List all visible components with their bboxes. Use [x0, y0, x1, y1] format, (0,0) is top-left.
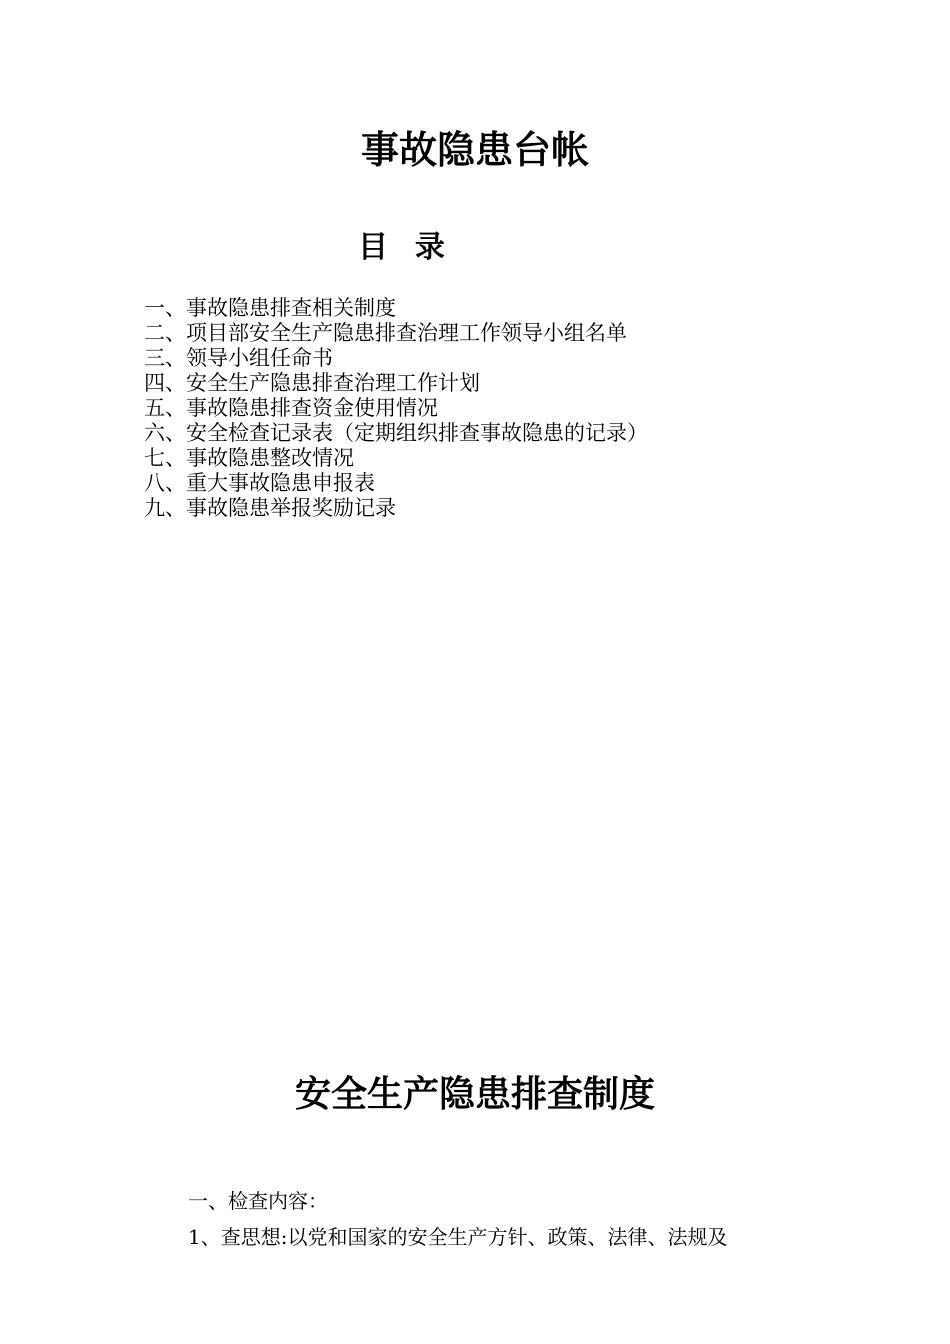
toc-item-7: 七、事故隐患整改情况 — [144, 446, 354, 470]
toc-item-5: 五、事故隐患排查资金使用情况 — [144, 396, 438, 420]
table-of-contents — [144, 296, 648, 521]
toc-heading: 目 录 — [358, 230, 447, 265]
paragraph-check-thinking: 1、查思想:以党和国家的安全生产方针、政策、法律、法规及 — [188, 1225, 728, 1249]
section-heading-check-content: 一、检查内容： — [188, 1189, 328, 1213]
toc-item-4: 四、安全生产隐患排查治理工作计划 — [144, 371, 480, 395]
toc-item-3: 三、领导小组任命书 — [144, 346, 333, 370]
toc-item-6: 六、安全检查记录表（定期组织排查事故隐患的记录） — [144, 421, 648, 445]
section-title: 安全生产隐患排查制度 — [294, 1074, 655, 1115]
toc-item-8: 八、重大事故隐患申报表 — [144, 471, 375, 495]
toc-item-9: 九、事故隐患举报奖励记录 — [144, 496, 396, 520]
toc-item-2: 二、项目部安全生产隐患排查治理工作领导小组名单 — [144, 321, 627, 345]
document-title: 事故隐患台帐 — [360, 128, 589, 172]
toc-item-1: 一、事故隐患排查相关制度 — [144, 296, 396, 320]
